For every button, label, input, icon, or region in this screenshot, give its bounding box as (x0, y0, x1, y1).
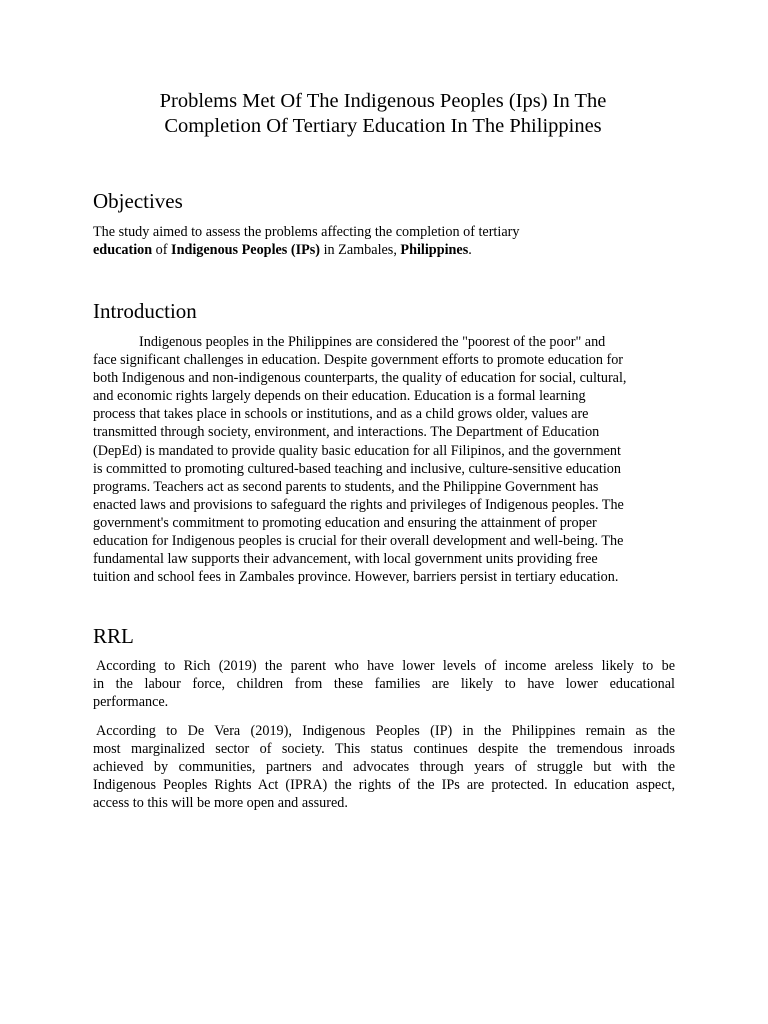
title-line: Problems Met Of The Indigenous Peoples (Ips) In The (159, 90, 607, 112)
bold-term: education (93, 242, 153, 259)
introduction-line: education for Indigenous peoples is crucial for their overall development and well-being. The (93, 533, 624, 550)
introduction-line: process that takes place in schools or institutions, and as a child grows older, values are (93, 406, 589, 423)
introduction-line: both Indigenous and non-indigenous counterparts, the quality of education for social, cultural, (93, 370, 627, 387)
objectives-heading: Objectives (93, 189, 183, 213)
plain-text: in Zambales, (320, 242, 401, 259)
introduction-heading: Introduction (93, 299, 197, 323)
rrl-paragraph-2 (93, 722, 675, 812)
introduction-line: government's commitment to promoting education and ensuring the attainment of proper (93, 514, 597, 531)
introduction-line: transmitted through society, environment, and interactions. The Department of Education (93, 424, 600, 441)
rrl-line: According to De Vera (2019), Indigenous Peoples (IP) in the Philippines remain as the (96, 723, 675, 739)
objectives-line (93, 241, 675, 259)
introduction-line: is committed to promoting cultured-based teaching and inclusive, culture-sensitive education (93, 460, 621, 477)
rrl-line: Indigenous Peoples Rights Act (IPRA) the rights of the IPs are protected. In education aspect, (93, 777, 675, 794)
introduction-line: tuition and school fees in Zambales province. However, barriers persist in tertiary education. (93, 569, 619, 586)
rrl-line: According to Rich (2019) the parent who have lower levels of income areless likely to be (96, 658, 675, 674)
introduction-line: face significant challenges in education. Despite government efforts to promote education for (93, 352, 624, 369)
bold-term: Indigenous Peoples (IPs) (171, 242, 321, 259)
introduction-line: Indigenous peoples in the Philippines are considered the "poorest of the poor" and (139, 334, 606, 350)
title-line: Completion Of Tertiary Education In The Philippines (164, 115, 602, 137)
bold-term: Philippines (400, 242, 469, 259)
plain-text: . (468, 242, 472, 259)
rrl-heading: RRL (93, 624, 134, 648)
document-title (93, 89, 673, 139)
introduction-line: and economic rights largely depends on their education. Education is a formal learning (93, 388, 586, 405)
rrl-line: most marginalized sector of society. This status continues despite the tremendous inroads (93, 741, 675, 758)
introduction-line: (DepEd) is mandated to provide quality basic education for all Filipinos, and the government (93, 442, 621, 459)
introduction-line: fundamental law supports their advancement, with local government units providing free (93, 551, 598, 568)
objectives-line: The study aimed to assess the problems affecting the completion of tertiary (93, 224, 520, 240)
objectives-paragraph (93, 223, 675, 259)
rrl-line: access to this will be more open and assured. (93, 795, 348, 812)
rrl-line: performance. (93, 694, 169, 711)
rrl-line: in the labour force, children from these families are likely to have lower educational (93, 676, 675, 693)
introduction-line: programs. Teachers act as second parents to students, and the Philippine Government has (93, 478, 599, 495)
plain-text: of (152, 242, 172, 259)
introduction-paragraph (93, 333, 675, 586)
rrl-line: achieved by communities, partners and advocates through years of struggle but with the (93, 759, 675, 776)
introduction-line: enacted laws and provisions to safeguard the rights and privileges of Indigenous peoples. The (93, 496, 624, 513)
rrl-paragraph-1 (93, 657, 675, 711)
